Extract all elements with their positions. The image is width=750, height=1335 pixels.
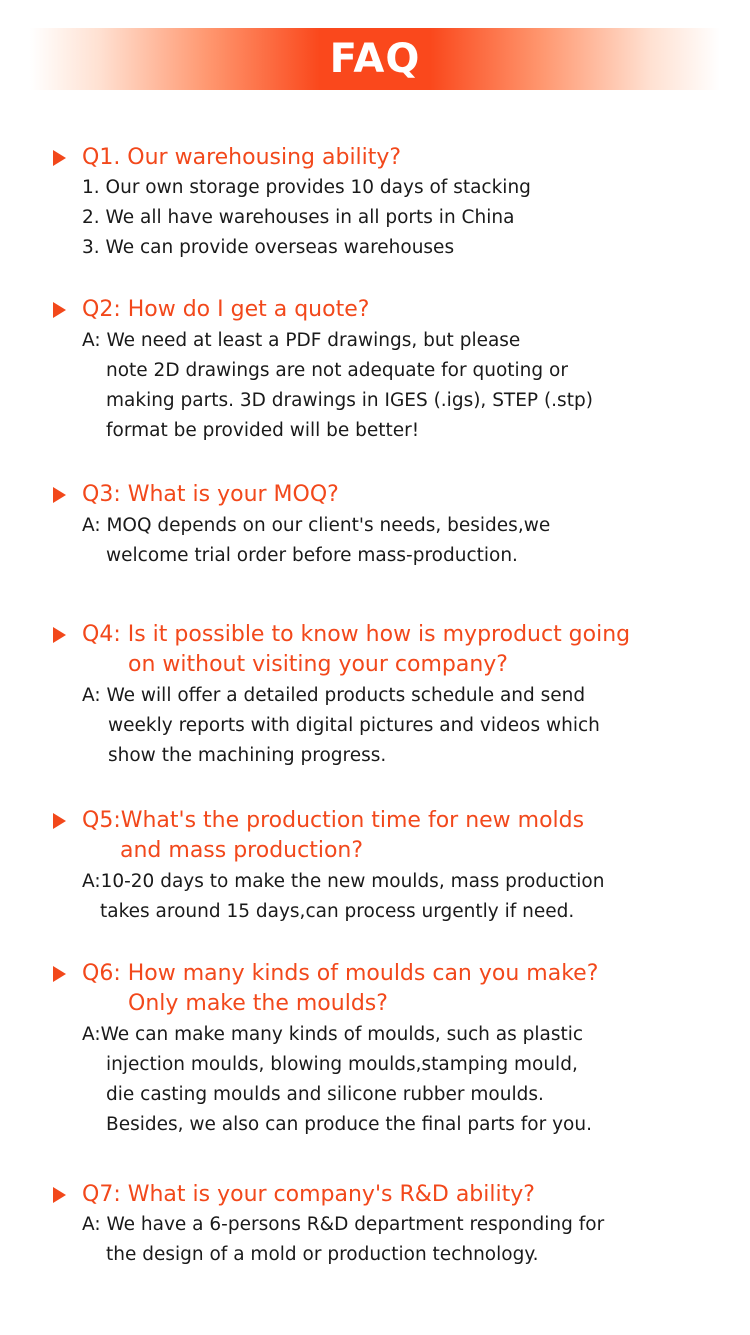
faq-answer-line: 2. We all have warehouses in all ports in China bbox=[82, 207, 515, 228]
faq-question: Q4: Is it possible to know how is myproduct going bbox=[82, 622, 631, 647]
faq-answer-line: welcome trial order before mass-production. bbox=[106, 545, 518, 566]
faq-answer-line: note 2D drawings are not adequate for quoting or bbox=[106, 360, 568, 381]
faq-question: on without visiting your company? bbox=[128, 652, 508, 677]
faq-question: Q6: How many kinds of moulds can you make? bbox=[82, 961, 599, 986]
faq-answer-line: Besides, we also can produce the final parts for you. bbox=[106, 1114, 592, 1135]
triangle-bullet-icon bbox=[53, 150, 66, 166]
triangle-bullet-icon bbox=[53, 627, 66, 643]
faq-answer-line: A: We will offer a detailed products schedule and send bbox=[82, 685, 586, 706]
faq-answer-line: 3. We can provide overseas warehouses bbox=[82, 237, 455, 258]
page-title: FAQ bbox=[329, 36, 421, 82]
faq-answer-line: A: We need at least a PDF drawings, but please bbox=[82, 330, 521, 351]
faq-question: Q7: What is your company's R&D ability? bbox=[82, 1182, 535, 1207]
faq-answer-line: making parts. 3D drawings in IGES (.igs), STEP (.stp) bbox=[106, 390, 593, 411]
triangle-bullet-icon bbox=[53, 302, 66, 318]
faq-question: Only make the moulds? bbox=[128, 991, 388, 1016]
triangle-bullet-icon bbox=[53, 966, 66, 982]
faq-answer-line: 1. Our own storage provides 10 days of stacking bbox=[82, 177, 531, 198]
faq-question: Q1. Our warehousing ability? bbox=[82, 145, 402, 170]
faq-answer-line: show the machining progress. bbox=[108, 745, 387, 766]
faq-answer-line: A: We have a 6-persons R&D department responding for bbox=[82, 1214, 605, 1235]
triangle-bullet-icon bbox=[53, 1187, 66, 1203]
triangle-bullet-icon bbox=[53, 487, 66, 503]
faq-answer-line: A: MOQ depends on our client's needs, besides,we bbox=[82, 515, 551, 536]
triangle-bullet-icon bbox=[53, 813, 66, 829]
faq-question: and mass production? bbox=[120, 838, 364, 863]
faq-question: Q3: What is your MOQ? bbox=[82, 482, 339, 507]
faq-answer-line: format be provided will be better! bbox=[106, 420, 420, 441]
faq-answer-line: weekly reports with digital pictures and videos which bbox=[108, 715, 600, 736]
faq-answer-line: takes around 15 days,can process urgently if need. bbox=[100, 901, 575, 922]
faq-answer-line: the design of a mold or production technology. bbox=[106, 1244, 539, 1265]
faq-banner bbox=[30, 28, 720, 90]
faq-answer-line: die casting moulds and silicone rubber moulds. bbox=[106, 1084, 544, 1105]
faq-answer-line: A:We can make many kinds of moulds, such as plastic bbox=[82, 1024, 584, 1045]
faq-question: Q5:What's the production time for new molds bbox=[82, 808, 585, 833]
faq-answer-line: A:10-20 days to make the new moulds, mass production bbox=[82, 871, 605, 892]
faq-question: Q2: How do I get a quote? bbox=[82, 297, 370, 322]
faq-answer-line: injection moulds, blowing moulds,stamping mould, bbox=[106, 1054, 578, 1075]
